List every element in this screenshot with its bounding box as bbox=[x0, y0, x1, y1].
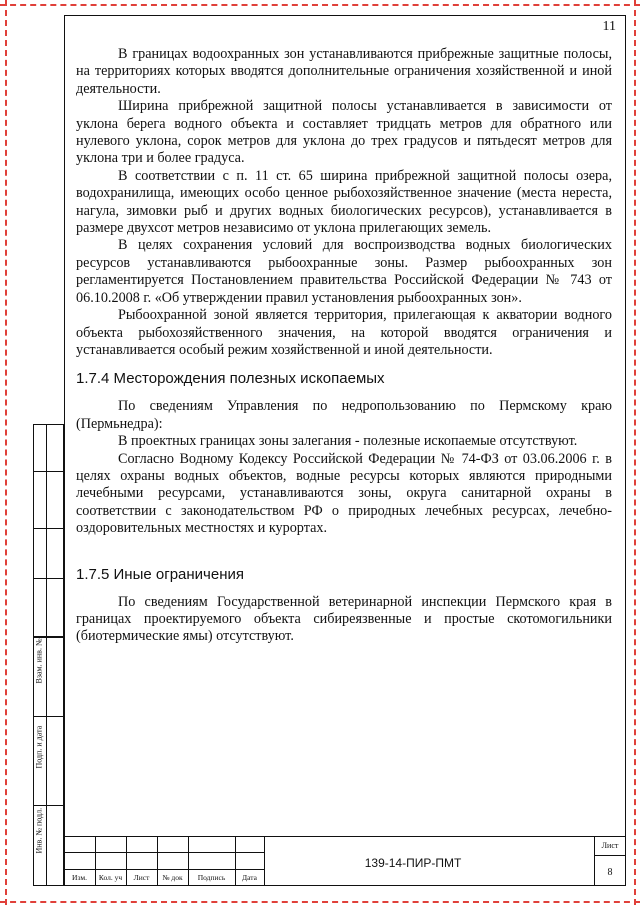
side-divider bbox=[33, 805, 64, 806]
title-block bbox=[64, 836, 626, 886]
stamp-caption-data: Дата bbox=[242, 873, 257, 882]
sheet-number: 8 bbox=[607, 867, 613, 878]
stamp-caption-podpis: Подпись bbox=[197, 873, 226, 882]
section-heading-175: 1.7.5 Иные ограничения bbox=[76, 565, 244, 583]
side-divider bbox=[33, 471, 64, 472]
label-podp-data: Подп. и дата bbox=[34, 725, 44, 769]
paragraph: В проектных границах зоны залегания - полезные ископаемые отсутствуют. bbox=[118, 433, 578, 450]
page-number: 11 bbox=[602, 19, 616, 34]
cut-line-top bbox=[0, 4, 640, 6]
paragraph: Согласно Водному Кодексу Российской Федерации № 74-ФЗ от 03.06.2006 г. в целях охраны водных объектов, водные ресурсы которых являются природными лечебными ресурсами, устанавливаются зоны, округа санитарной охраны в соответствии с законодательством РФ о природных лечебных ресурсах, лечебно-оздоровительных местностях и курортах. bbox=[76, 450, 612, 537]
stamp-caption-list: Лист bbox=[133, 873, 150, 882]
paragraph: Рыбоохранной зоной является территория, прилегающая к акватории водного объекта рыбохозяйственного значения, на которой вводятся ограничения и устанавливается особый режим хозяйственной и иной деятельности. bbox=[76, 307, 612, 358]
paragraph: В целях сохранения условий для воспроизводства водных биологических ресурсов устанавливаются рыбоохранные зоны. Размер рыбоохранных зон регламентируется Постановлением правительства Российской Федерации № 743 от 06.10.2008 г. «Об утверждении правил установления рыбоохранных зон». bbox=[76, 237, 612, 306]
document-body bbox=[76, 46, 612, 646]
stamp-caption-n-dok: № док bbox=[162, 873, 183, 882]
label-inv-podl: Инв. № подл. bbox=[34, 807, 44, 854]
paragraph: В границах водоохранных зон устанавливаются прибрежные защитные полосы, на территориях которых вводятся дополнительные ограничения хозяйственной и иной деятельности. bbox=[76, 46, 612, 97]
paragraph: В соответствии с п. 11 ст. 65 ширина прибрежной защитной полосы озера, водохранилища, имеющих особо ценное рыбохозяйственное значение (места нереста, нагула, зимовки рыб и других водных биологических ресурсов), устанавливается в размере двухсот метров независимо от уклона прилегающих земель. bbox=[76, 167, 612, 237]
cut-line-bottom bbox=[0, 901, 640, 903]
cut-line-left bbox=[5, 0, 7, 905]
stamp-caption-kol-uch: Кол. уч bbox=[98, 873, 123, 882]
label-vzam-inv: Взам. инв. № bbox=[34, 638, 44, 684]
side-divider bbox=[33, 528, 64, 529]
side-divider bbox=[33, 716, 64, 717]
sheet-label: Лист bbox=[601, 841, 619, 850]
stamp-caption-izm: Изм. bbox=[72, 873, 87, 882]
paragraph: По сведениям Управления по недропользованию по Пермскому краю (Пермьнедра): bbox=[76, 398, 612, 432]
paragraph: По сведениям Государственной ветеринарной инспекции Пермского края в границах проектируемого объекта сибиреязвенные и простые скотомогильники (биотермические ямы) отсутствуют. bbox=[76, 593, 612, 645]
section-heading-174: 1.7.4 Месторождения полезных ископаемых bbox=[76, 370, 385, 388]
cut-line-right bbox=[634, 0, 636, 905]
document-code: 139-14-ПИР-ПМТ bbox=[364, 856, 462, 870]
side-divider bbox=[33, 578, 64, 579]
paragraph: Ширина прибрежной защитной полосы устанавливается в зависимости от уклона берега водного объекта и составляет тридцать метров для обратного или нулевого уклона, сорок метров для уклона до трех градусов и пятьдесят метров для уклона три и более градуса. bbox=[76, 98, 612, 167]
side-column-upper bbox=[33, 424, 64, 637]
